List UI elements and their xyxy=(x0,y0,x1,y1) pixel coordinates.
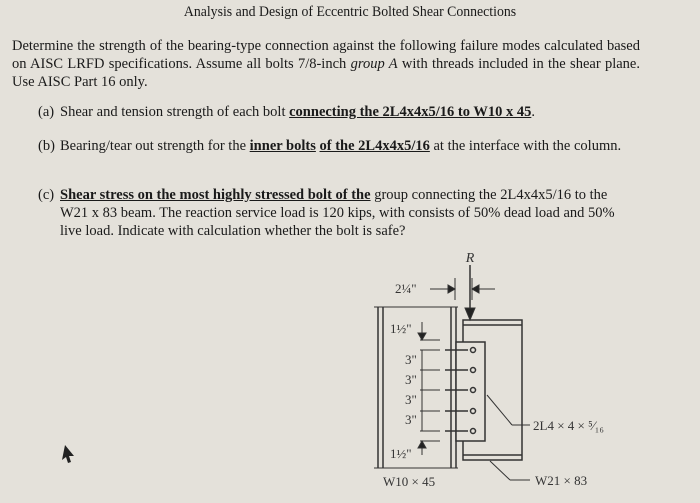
item-text: Shear and tension strength of each bolt xyxy=(60,104,290,120)
intro-italic: group A xyxy=(350,56,398,72)
mouse-cursor-icon xyxy=(62,445,74,463)
column-label: W10 × 45 xyxy=(383,474,436,489)
intro-text: Determine the strength of the bearing-type connection against the following failure modes calculated based on AISC LRFD specifications. Assume all bolts 7/8-inch xyxy=(12,38,640,72)
bolt-spacing: 3" xyxy=(405,412,417,427)
top-dimension: 2¼" xyxy=(395,281,417,296)
bolt-spacing: 3" xyxy=(405,352,417,367)
item-text: Bearing/tear out strength for the xyxy=(60,138,250,154)
bolt-spacing: 3" xyxy=(405,372,417,387)
beam-label: W21 × 83 xyxy=(535,473,588,488)
item-bold: of the 2L4x4x5/16 xyxy=(319,138,430,154)
edge-distance-top: 1½" xyxy=(390,321,412,336)
edge-distance-bottom: 1½" xyxy=(390,446,412,461)
item-bold: inner bolts xyxy=(249,138,316,154)
item-text: . xyxy=(531,104,535,120)
column-w10x45 xyxy=(374,307,458,468)
load-label: R xyxy=(465,251,475,266)
item-text: group connecting the 2L4x4x5/16 to the W21 x 83 beam. The reaction service load is 120 kips, with consists of 50% dead load and 50% live load. Indicate with calculation whether the bolt is safe? xyxy=(60,187,615,239)
item-text: at the interface with the column. xyxy=(429,138,622,154)
intro-text-end: with threads included in the shear plane. Use AISC Part 16 only. xyxy=(12,56,640,90)
page-title: Analysis and Design of Eccentric Bolted Shear Connections xyxy=(183,4,517,20)
item-bold: Shear stress on the most highly stressed bolt of the xyxy=(60,187,371,203)
bolt-spacing: 3" xyxy=(405,392,417,407)
item-label: (b) xyxy=(38,138,55,154)
item-label: (c) xyxy=(38,187,55,203)
item-bold: connecting the 2L4x4x5/16 to W10 x 45 xyxy=(289,104,532,120)
angle-label: 2L4 × 4 × ⁵⁄₁₆ xyxy=(533,418,604,433)
item-label: (a) xyxy=(38,104,55,120)
